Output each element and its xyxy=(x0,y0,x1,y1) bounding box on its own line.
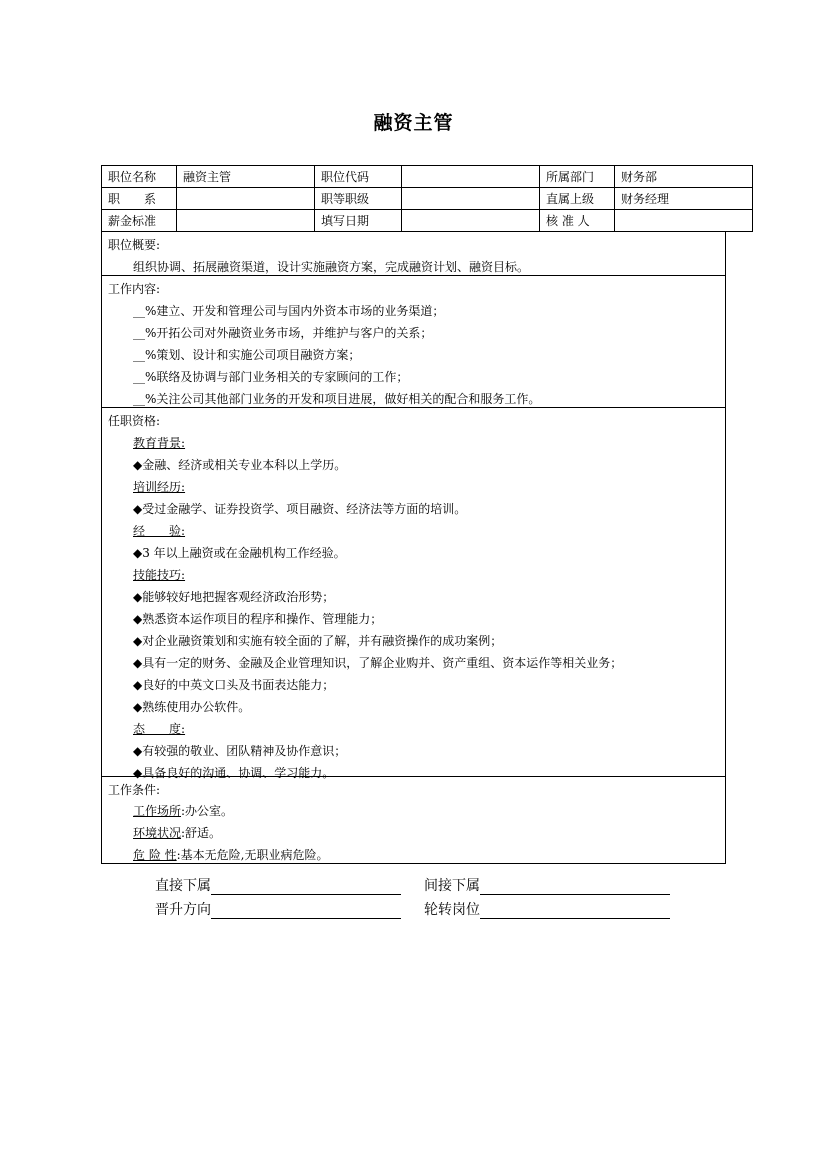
label-cell: 职 系 xyxy=(102,188,177,210)
rotation-position-field[interactable] xyxy=(480,904,670,919)
direct-subordinate xyxy=(155,875,401,895)
direct-subordinate-field[interactable] xyxy=(211,880,401,895)
environment xyxy=(133,824,221,841)
experience-text: ◆3 年以上融资或在金融机构工作经验。 xyxy=(133,546,346,560)
education-label: 教育背景: xyxy=(133,436,186,450)
promotion-path-field[interactable] xyxy=(211,904,401,919)
duties-section xyxy=(101,276,726,408)
list-item: __%关注公司其他部门业务的开发和项目进展，做好相关的配合和服务工作。 xyxy=(133,392,541,406)
indirect-subordinate-label: 间接下属 xyxy=(424,878,480,894)
table-row xyxy=(102,166,753,188)
conditions-section xyxy=(101,777,726,864)
risk-label: 危 险 性 xyxy=(133,848,177,862)
qualifications-section xyxy=(101,408,726,780)
work-place-label: 工作场所 xyxy=(133,804,182,818)
list-item: ◆有较强的敬业、团队精神及协作意识； xyxy=(133,744,347,758)
label-cell: 所属部门 xyxy=(540,166,615,188)
overview-section xyxy=(101,232,726,276)
label-cell: 职位代码 xyxy=(315,166,402,188)
overview-text: 组织协调、拓展融资渠道，设计实施融资方案，完成融资计划、融资目标。 xyxy=(133,260,530,274)
label-cell: 职位名称 xyxy=(102,166,177,188)
value-cell: 财务部 xyxy=(615,166,753,188)
risk xyxy=(133,846,329,863)
work-place-value: :办公室。 xyxy=(181,804,234,818)
direct-subordinate-label: 直接下属 xyxy=(155,878,211,894)
promotion-path xyxy=(155,899,401,919)
table-row xyxy=(102,210,753,232)
value-cell: 财务经理 xyxy=(615,188,753,210)
risk-value: :基本无危险,无职业病危险。 xyxy=(176,848,329,862)
value-cell xyxy=(402,210,540,232)
list-item: ◆对企业融资策划和实施有较全面的了解，并有融资操作的成功案例； xyxy=(133,634,503,648)
value-cell: 融资主管 xyxy=(177,166,315,188)
list-item: __%建立、开发和管理公司与国内外资本市场的业务渠道； xyxy=(133,304,445,318)
indirect-subordinate-field[interactable] xyxy=(480,880,670,895)
qualifications-heading: 任职资格: xyxy=(108,414,161,428)
work-place xyxy=(133,802,233,819)
overview-heading: 职位概要: xyxy=(108,238,161,252)
value-cell xyxy=(177,210,315,232)
indirect-subordinate xyxy=(424,875,670,895)
education-text: ◆金融、经济或相关专业本科以上学历。 xyxy=(133,458,347,472)
list-item: ◆具有一定的财务、金融及企业管理知识，了解企业购并、资产重组、资本运作等相关业务； xyxy=(133,656,623,670)
list-item: ◆具备良好的沟通、协调、学习能力。 xyxy=(133,766,335,780)
list-item: __%开拓公司对外融资业务市场，并维护与客户的关系； xyxy=(133,326,433,340)
experience-label: 经 验: xyxy=(133,524,186,538)
attitude-label: 态 度: xyxy=(133,722,186,736)
label-cell: 直属上级 xyxy=(540,188,615,210)
training-label: 培训经历: xyxy=(133,480,186,494)
promotion-path-label: 晋升方向 xyxy=(155,902,211,918)
table-row xyxy=(102,188,753,210)
environment-value: :舒适。 xyxy=(181,826,222,840)
rotation-position-label: 轮转岗位 xyxy=(424,902,480,918)
label-cell: 职等职级 xyxy=(315,188,402,210)
list-item: __%联络及协调与部门业务相关的专家顾问的工作； xyxy=(133,370,409,384)
label-cell: 薪金标准 xyxy=(102,210,177,232)
label-cell: 填写日期 xyxy=(315,210,402,232)
value-cell xyxy=(402,188,540,210)
rotation-position xyxy=(424,899,670,919)
value-cell xyxy=(177,188,315,210)
list-item: __%策划、设计和实施公司项目融资方案； xyxy=(133,348,361,362)
list-item: ◆良好的中英文口头及书面表达能力； xyxy=(133,678,335,692)
conditions-heading: 工作条件: xyxy=(108,783,161,797)
list-item: ◆熟练使用办公软件。 xyxy=(133,700,251,714)
list-item: ◆熟悉资本运作项目的程序和操作、管理能力； xyxy=(133,612,383,626)
skills-label: 技能技巧: xyxy=(133,568,186,582)
label-cell: 核 准 人 xyxy=(540,210,615,232)
training-text: ◆受过金融学、证券投资学、项目融资、经济法等方面的培训。 xyxy=(133,502,467,516)
value-cell xyxy=(615,210,753,232)
duties-heading: 工作内容: xyxy=(108,282,161,296)
value-cell xyxy=(402,166,540,188)
list-item: ◆能够较好地把握客观经济政治形势； xyxy=(133,590,335,604)
environment-label: 环境状况 xyxy=(133,826,182,840)
job-info-table xyxy=(101,165,753,232)
page-title: 融资主管 xyxy=(373,112,454,134)
